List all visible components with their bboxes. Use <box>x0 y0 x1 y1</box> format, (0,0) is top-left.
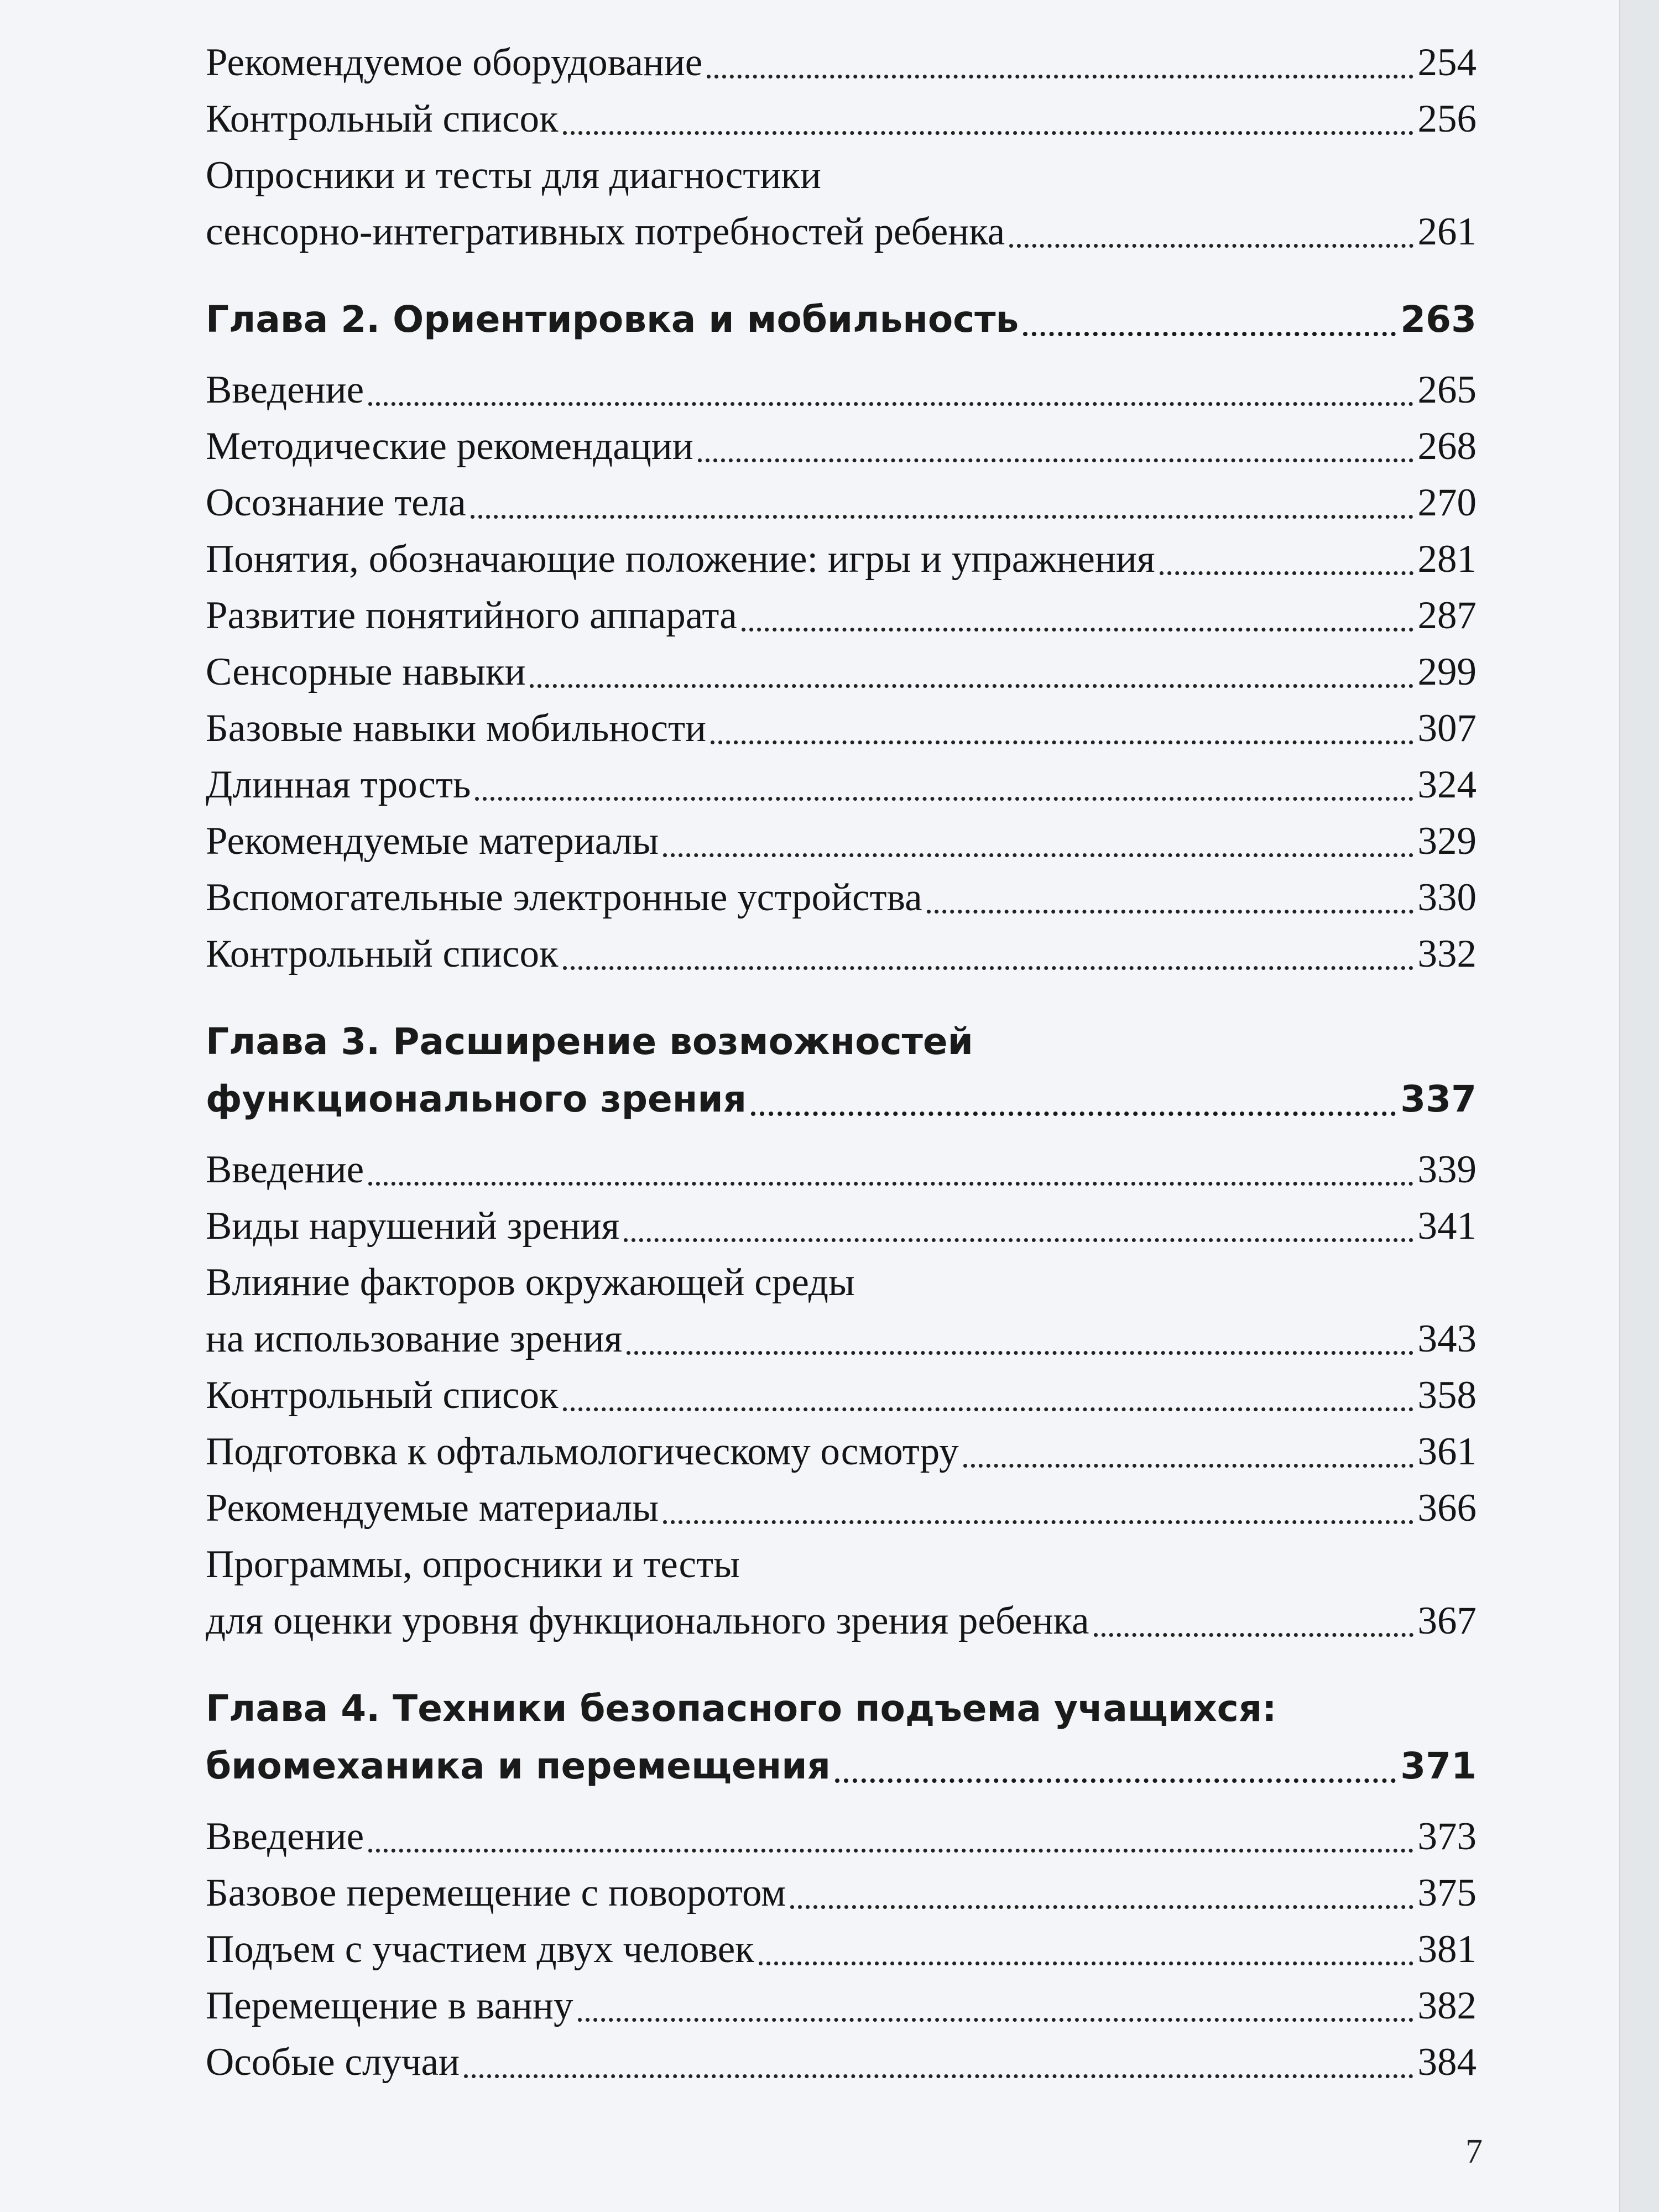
dot-leader <box>707 75 1413 79</box>
toc-entry-page: 381 <box>1417 1928 1477 1971</box>
toc-entry-page: 270 <box>1417 481 1477 524</box>
toc-entry <box>206 644 1477 700</box>
toc-entry <box>206 1198 1477 1254</box>
toc-entry-page: 375 <box>1417 1871 1477 1914</box>
dot-leader <box>624 1238 1413 1242</box>
dot-leader <box>563 966 1413 970</box>
dot-leader <box>963 1464 1413 1468</box>
toc-entry-page: 254 <box>1417 41 1477 84</box>
toc-entry-page: 361 <box>1417 1430 1477 1473</box>
toc-entry-title: Подъем с участием двух человек <box>206 1928 754 1971</box>
toc-entry-title: Подготовка к офтальмологическому осмотру <box>206 1430 959 1473</box>
toc-section-chapter-4 <box>206 1808 1477 2090</box>
toc-entry-page: 341 <box>1417 1204 1477 1248</box>
toc-entry-page: 343 <box>1417 1317 1477 1360</box>
toc-entry <box>206 531 1477 587</box>
dot-leader <box>563 1407 1413 1411</box>
toc-entry <box>206 474 1477 531</box>
toc-entry-title: Базовое перемещение с поворотом <box>206 1871 786 1914</box>
toc-entry-title: Контрольный список <box>206 932 559 975</box>
page-edge <box>1619 0 1659 2212</box>
dot-leader <box>663 1520 1413 1524</box>
toc-entry <box>206 869 1477 926</box>
toc-entry-title: Введение <box>206 1815 364 1858</box>
dot-leader <box>1009 244 1413 248</box>
toc-entry-title-line: Влияние факторов окружающей среды <box>206 1261 855 1304</box>
toc-entry-title: Особые случаи <box>206 2041 460 2084</box>
toc-entry-page: 299 <box>1417 650 1477 693</box>
dot-leader <box>530 684 1413 688</box>
toc-entry <box>206 204 1477 260</box>
toc-entry-title: Рекомендуемые материалы <box>206 820 659 863</box>
toc-entry <box>206 1141 1477 1198</box>
toc-section-top <box>206 34 1477 260</box>
chapter-heading <box>206 1013 1477 1128</box>
toc-entry-title: на использование зрения <box>206 1317 623 1360</box>
toc-section-chapter-3 <box>206 1141 1477 1649</box>
toc-entry-title: Осознание тела <box>206 481 466 524</box>
toc-entry <box>206 1865 1477 1921</box>
dot-leader <box>368 1849 1413 1853</box>
toc-entry <box>206 91 1477 147</box>
toc-entry-page: 382 <box>1417 1984 1477 2027</box>
toc-entry <box>206 1311 1477 1367</box>
table-of-contents <box>206 34 1477 2117</box>
dot-leader <box>471 515 1413 519</box>
toc-entry <box>206 1978 1477 2034</box>
toc-entry-title-line: Программы, опросники и тесты <box>206 1543 740 1586</box>
chapter-page: 337 <box>1400 1078 1477 1120</box>
toc-entry-title: Сенсорные навыки <box>206 650 526 693</box>
toc-entry <box>206 1921 1477 1978</box>
toc-entry-page: 367 <box>1417 1599 1477 1642</box>
dot-leader <box>563 131 1413 135</box>
toc-entry-title: Развитие понятийного аппарата <box>206 594 737 637</box>
toc-entry-title: Контрольный список <box>206 97 559 140</box>
toc-entry-title: Перемещение в ванну <box>206 1984 573 2027</box>
toc-entry-page: 329 <box>1417 820 1477 863</box>
toc-entry-page: 358 <box>1417 1374 1477 1417</box>
chapter-title: Глава 2. Ориентировка и мобильность <box>206 298 1019 341</box>
toc-entry-page: 307 <box>1417 707 1477 750</box>
toc-entry-title: сенсорно-интегративных потребностей ребенка <box>206 210 1005 253</box>
dot-leader <box>368 1182 1413 1186</box>
toc-entry <box>206 1367 1477 1423</box>
chapter-title: биомеханика и перемещения <box>206 1745 831 1787</box>
chapter-title-line: Глава 4. Техники безопасного подъема учащихся: <box>206 1687 1277 1730</box>
dot-leader <box>742 628 1413 632</box>
toc-entry <box>206 1808 1477 1865</box>
page-number: 7 <box>1465 2133 1483 2171</box>
chapter-heading-entry <box>206 291 1477 348</box>
dot-leader <box>1160 571 1413 575</box>
toc-entry-title: для оценки уровня функционального зрения ребенка <box>206 1599 1089 1642</box>
chapter-page: 263 <box>1400 298 1477 341</box>
dot-leader <box>578 2018 1413 2022</box>
toc-entry <box>206 700 1477 757</box>
dot-leader <box>698 458 1413 462</box>
dot-leader <box>751 1112 1396 1116</box>
toc-entry <box>206 926 1477 982</box>
toc-entry-title: Виды нарушений зрения <box>206 1204 620 1248</box>
toc-entry-page: 330 <box>1417 876 1477 919</box>
toc-entry-page: 373 <box>1417 1815 1477 1858</box>
dot-leader <box>368 402 1413 406</box>
toc-entry <box>206 34 1477 91</box>
toc-entry <box>206 1423 1477 1480</box>
toc-entry-page: 261 <box>1417 210 1477 253</box>
toc-entry-page: 265 <box>1417 368 1477 411</box>
toc-entry <box>206 2034 1477 2090</box>
toc-entry-page: 339 <box>1417 1148 1477 1191</box>
toc-entry-page: 256 <box>1417 97 1477 140</box>
dot-leader <box>790 1905 1413 1909</box>
toc-entry-page: 287 <box>1417 594 1477 637</box>
toc-entry <box>206 813 1477 869</box>
toc-entry-page: 384 <box>1417 2041 1477 2084</box>
toc-entry-title: Понятия, обозначающие положение: игры и упражнения <box>206 538 1155 581</box>
dot-leader <box>1094 1633 1413 1637</box>
chapter-heading-entry <box>206 1071 1477 1128</box>
dot-leader <box>663 853 1413 857</box>
toc-entry-title: Вспомогательные электронные устройства <box>206 876 922 919</box>
chapter-heading <box>206 291 1477 348</box>
toc-entry-title: Введение <box>206 368 364 411</box>
toc-entry <box>206 418 1477 474</box>
toc-section-chapter-2 <box>206 362 1477 982</box>
chapter-title: функционального зрения <box>206 1078 747 1120</box>
toc-entry-title: Рекомендуемые материалы <box>206 1486 659 1530</box>
toc-entry-page: 366 <box>1417 1486 1477 1530</box>
toc-entry <box>206 1593 1477 1649</box>
toc-entry <box>206 757 1477 813</box>
toc-entry <box>206 1480 1477 1536</box>
toc-entry-title: Введение <box>206 1148 364 1191</box>
toc-entry-page: 332 <box>1417 932 1477 975</box>
dot-leader <box>759 1961 1413 1965</box>
toc-entry-title: Рекомендуемое оборудование <box>206 41 703 84</box>
dot-leader <box>627 1351 1413 1355</box>
dot-leader <box>1023 332 1396 336</box>
chapter-heading <box>206 1680 1477 1795</box>
dot-leader <box>927 910 1413 914</box>
toc-entry-title: Контрольный список <box>206 1374 559 1417</box>
toc-entry-title: Длинная трость <box>206 763 471 806</box>
toc-entry-title: Методические рекомендации <box>206 425 693 468</box>
toc-entry-title: Базовые навыки мобильности <box>206 707 707 750</box>
toc-entry-title-line: Опросники и тесты для диагностики <box>206 154 821 197</box>
dot-leader <box>475 797 1413 801</box>
chapter-page: 371 <box>1400 1745 1477 1787</box>
toc-entry-page: 324 <box>1417 763 1477 806</box>
dot-leader <box>835 1778 1396 1783</box>
toc-entry-page: 281 <box>1417 538 1477 581</box>
chapter-title-line: Глава 3. Расширение возможностей <box>206 1020 973 1063</box>
dot-leader <box>464 2074 1413 2078</box>
toc-entry <box>206 587 1477 644</box>
toc-entry <box>206 362 1477 418</box>
dot-leader <box>711 740 1413 744</box>
chapter-heading-entry <box>206 1738 1477 1795</box>
toc-entry-page: 268 <box>1417 425 1477 468</box>
